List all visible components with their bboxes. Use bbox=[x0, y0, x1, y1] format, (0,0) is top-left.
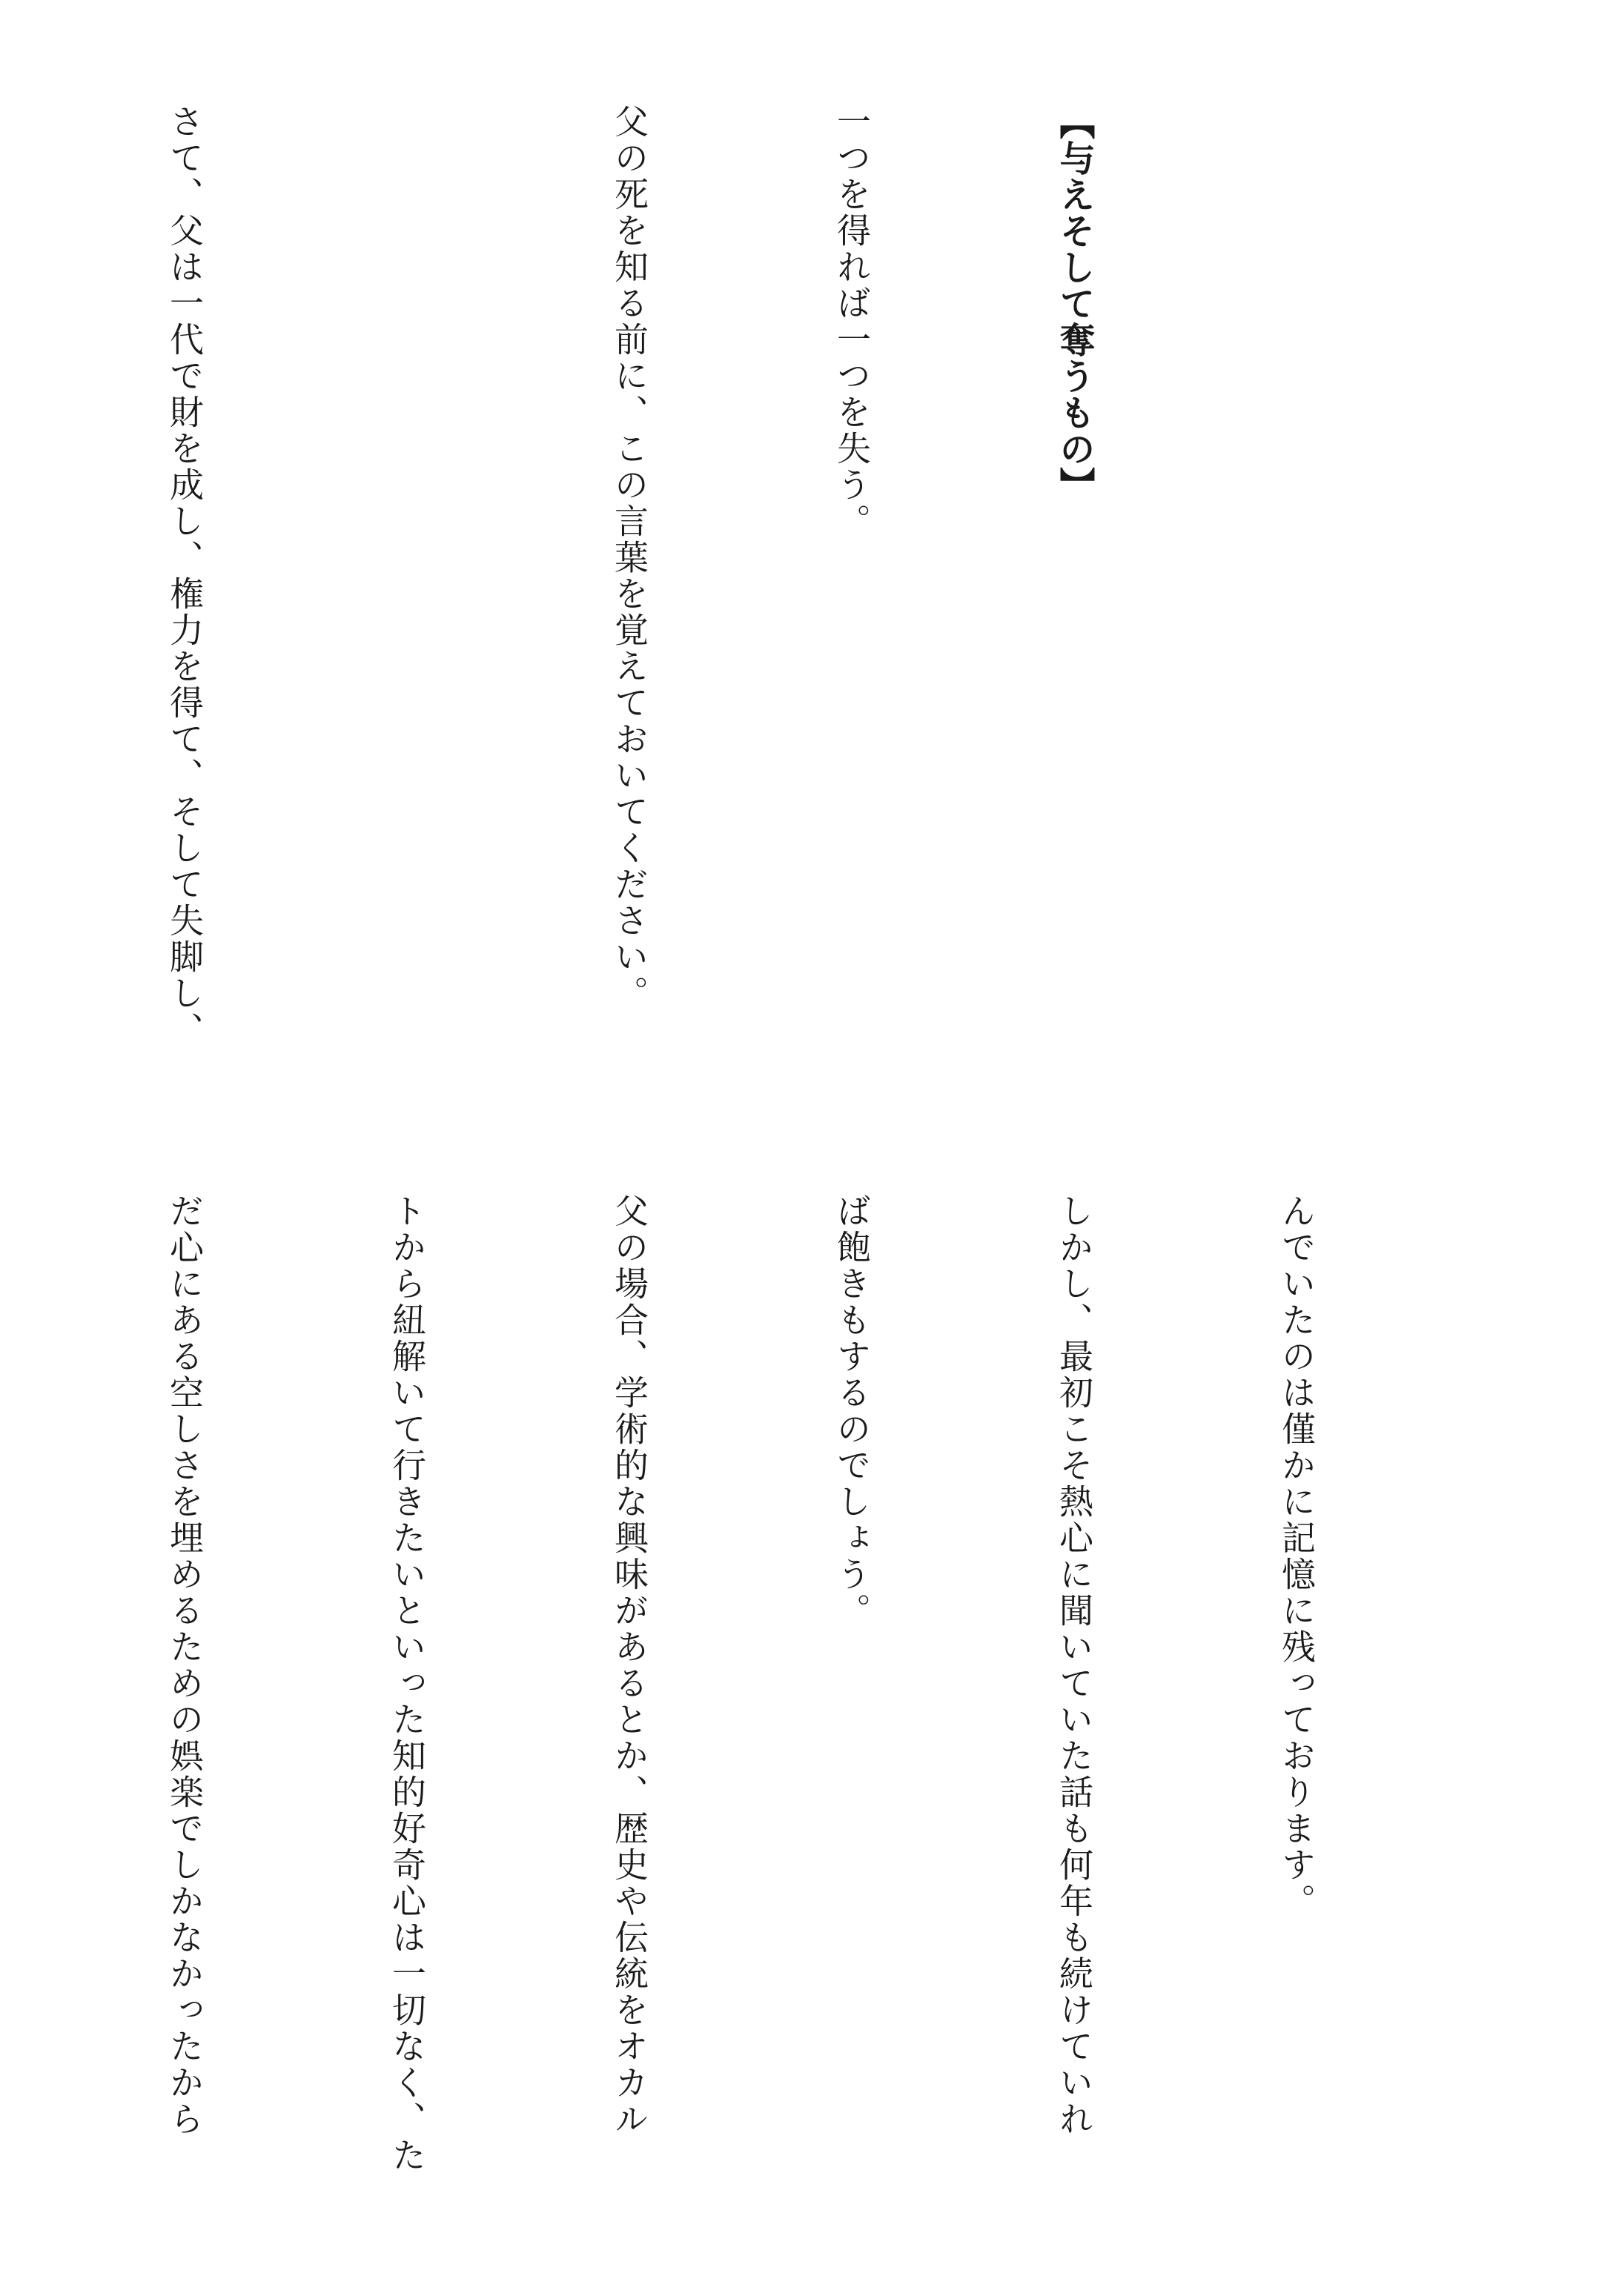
text-block-bottom bbox=[0, 1193, 1482, 2216]
text-column: んでいたのは僅かに記憶に残っております。 bbox=[1277, 1193, 1317, 1920]
text-column: さて、父は一代で財を成し、権力を得て、そして失脚し、 bbox=[165, 104, 205, 1048]
text-column: 一つを得れば一つを失う。 bbox=[832, 104, 872, 540]
text-column: 父の場合、学術的な興味があるとか、歴史や伝統をオカル bbox=[609, 1193, 649, 2137]
page-title: 【与えそして奪うもの】 bbox=[1053, 104, 1095, 503]
spacer-column bbox=[1259, 104, 1334, 1127]
text-column: だ心にある空しさを埋めるための娯楽でしかなかったから bbox=[165, 1193, 205, 2137]
text-column: 父の死を知る前に、この言葉を覚えておいてください。 bbox=[609, 104, 649, 1012]
text-block-top bbox=[0, 104, 1482, 1127]
spacer-column bbox=[370, 104, 444, 1127]
text-column: しかし、最初こそ熱心に聞いていた話も何年も続けていれ bbox=[1054, 1193, 1094, 2137]
text-column: ば飽きもするのでしょう。 bbox=[832, 1193, 872, 1629]
text-column: トから紐解いて行きたいといった知的好奇心は一切なく、た bbox=[387, 1193, 427, 2174]
